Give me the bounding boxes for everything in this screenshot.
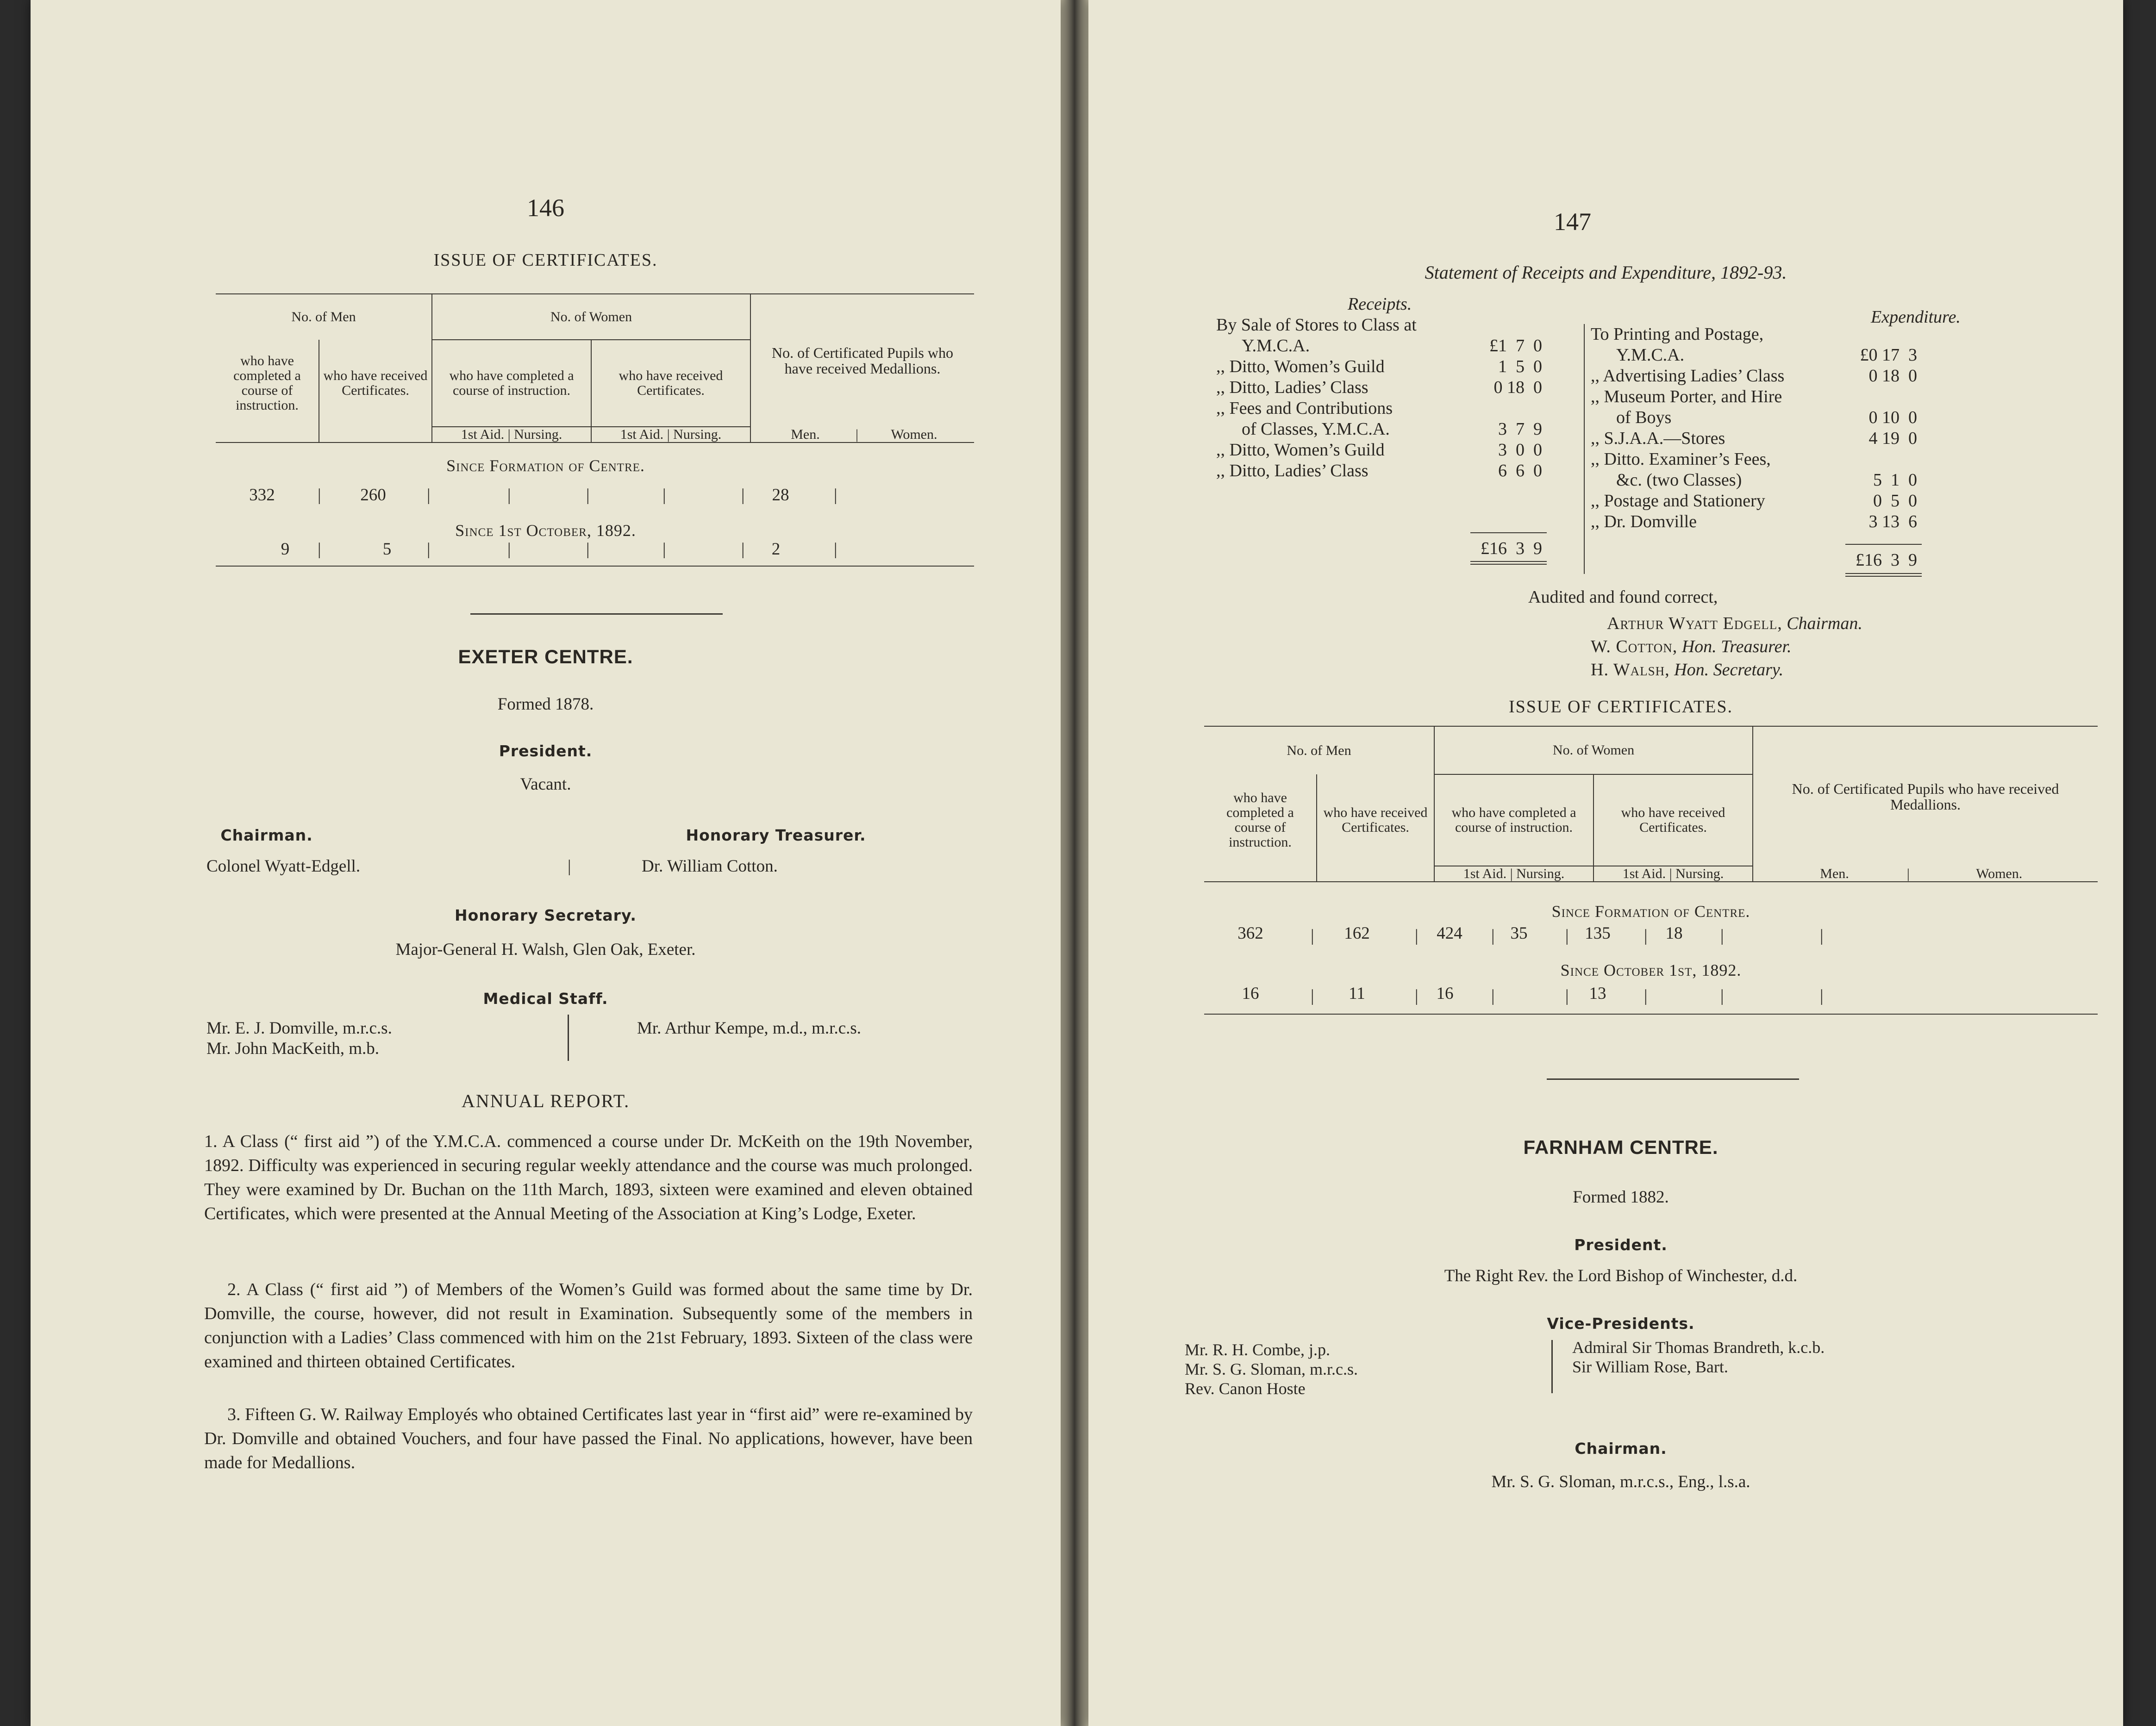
women-header: No. of Women <box>432 294 750 340</box>
account-line: ,, Postage and Stationery <box>1591 491 1765 511</box>
stat-cell: 9 <box>281 540 290 559</box>
men-header: No. of Men <box>1287 742 1351 758</box>
stat-cell: 16 <box>1242 984 1259 1003</box>
signature-line <box>1607 613 1862 634</box>
chairman-label: Chairman. <box>1575 1439 1667 1458</box>
first-aid-col: 1st Aid. <box>461 427 505 442</box>
total-rule <box>1470 561 1547 562</box>
staff-member: Mr. John MacKeith, m.b. <box>206 1039 380 1058</box>
account-line: of Boys <box>1616 408 1672 427</box>
account-divider <box>1584 324 1585 574</box>
stat-cell: 260 <box>360 486 386 505</box>
account-line: ,, S.J.A.A.—Stores <box>1591 429 1725 448</box>
total-rule <box>1845 573 1922 574</box>
women-received-header: who have received Certificates. <box>1594 774 1753 866</box>
vice-president: Sir William Rose, Bart. <box>1572 1358 1728 1376</box>
account-amount: 3 13 6 <box>1869 512 1917 531</box>
account-amount: 0 18 0 <box>1869 366 1917 386</box>
account-line: of Classes, Y.M.C.A. <box>1242 419 1390 439</box>
since-october-label: Since 1st October, 1892. <box>455 521 636 540</box>
men-col: Men. <box>791 426 820 442</box>
stat-cell: 28 <box>772 486 789 505</box>
men-completed-header: who have completed a course of instruction. <box>1226 790 1294 850</box>
signature-role: Chairman. <box>1787 614 1862 633</box>
nursing-col: Nursing. <box>1516 866 1565 881</box>
account-line: Y.M.C.A. <box>1242 336 1310 355</box>
account-amount: 0 10 0 <box>1869 408 1917 427</box>
total-rule <box>1470 532 1547 533</box>
chairman-label: Chairman. <box>220 826 313 844</box>
account-line: By Sale of Stores to Class at <box>1216 315 1417 335</box>
vice-president: Rev. Canon Hoste <box>1185 1379 1306 1398</box>
table-bottom-rule <box>1204 1014 2098 1015</box>
signature-name: Arthur Wyatt Edgell, <box>1607 614 1782 633</box>
women-completed-header: who have completed a course of instruction. <box>432 340 591 427</box>
expenditure-label: Expenditure. <box>1871 307 1961 327</box>
since-formation-label: Since Formation of Centre. <box>1551 902 1750 921</box>
stat-cell: 362 <box>1237 924 1263 943</box>
report-paragraph: 1. A Class (“ first aid ”) of the Y.M.C.A. commenced a course under Dr. McKeith on the 19th November, 1892. Difficulty was experienced in securing regular weekly attendance and the course was much prolonged. They were examined by Dr. Buchan on the 11th March, 1893, sixteen were examined and eleven obtained Certificates, which were presented at the Annual Meeting of the Association at King’s Lodge, Exeter. <box>204 1132 973 1223</box>
vice-president: Mr. S. G. Sloman, m.r.c.s. <box>1185 1360 1358 1378</box>
staff-member: Mr. E. J. Domville, m.r.c.s. <box>206 1019 392 1038</box>
account-line: ,, Ditto. Examiner’s Fees, <box>1591 449 1771 469</box>
account-amount: 3 7 9 <box>1498 419 1542 439</box>
centre-title: FARNHAM CENTRE. <box>1523 1136 1719 1158</box>
account-line: &c. (two Classes) <box>1616 470 1742 490</box>
signature-role: Hon. Secretary. <box>1674 660 1784 679</box>
chairman-name: Mr. S. G. Sloman, m.r.c.s., Eng., l.s.a. <box>1491 1472 1750 1491</box>
certificates-title: ISSUE OF CERTIFICATES. <box>1508 697 1733 717</box>
vice-presidents-label: Vice-Presidents. <box>1547 1315 1695 1333</box>
certificates-table: No. of Men No. of Women No. of Certificated Pupils who have received Medallions. who have completed a course of instruction. who have received Certificates. who have completed a course of instruction. who have received Certificates. 1st Aid. | Nursing. 1st Aid. | Nursing. Men. | Women. <box>1204 726 2098 882</box>
right-page: 147 Statement of Receipts and Expenditure, 1892-93. Receipts. Expenditure. By Sale of Stores to Class at Y.M.C.A. £1 7 0 ,, Ditto, Women’s Guild 1 5 0 ,, Ditto, Ladies’ Class 0 18 0 ,, Fees and Contributions of Classes, Y.M.C.A. 3 7 9 ,, Ditto, Women’s Guild 3 0 0 ,, Ditto, Ladies’ Class 6 6 0 £16 3 9 To Printing and Postage, Y.M.C.A. £0 17 3 ,, Advertising Ladies’ Class 0 18 0 ,, Museum Porter, and Hire of Boys 0 10 0 ,, S.J.A.A.—Stores 4 19 0 ,, Ditto. Examiner’s Fees, &c. (two Classes) 5 1 0 ,, Postage and Stationery 0 5 0 ,, Dr. Domville 3 13 6 £16 3 9 Audited and found correct, Arthur Wyatt Edgell, Chairman. W. Cotton, Hon. Treasurer. H. Walsh, Hon. Secretary. ISSUE OF CERTIFICATES. No. of Men No. of Women No. of Certificated Pupils who have received Medallions. who have completed a course of instruction. who have received Certificates. who have completed a course of instruction. who have received Certificates. 1st Aid. | Nursing. 1st Aid. | Nursing. Men. | Women. Since Formation of Centre. 362 | 162 | 424 | 35 | 135 | 18 | | Since October 1st, 1892. 16 | 11 | 16 | | 13 | | | FARNHAM CENTRE. Formed 1882. President. The Right Rev. the Lord Bishop of Winchester, d.d. Vice-Presidents. Mr. R. H. Combe, j.p. Mr. S. G. Sloman, m.r.c.s. Rev. Canon Hoste Admiral Sir Thomas Brandreth, k.c.b. Sir William Rose, Bart. Chairman. Mr. S. G. Sloman, m.r.c.s., Eng., l.s.a. <box>1088 0 2123 1726</box>
first-aid-col: 1st Aid. <box>1463 866 1507 881</box>
account-line: Y.M.C.A. <box>1616 345 1685 365</box>
men-col: Men. <box>1820 866 1849 881</box>
since-formation-label: Since Formation of Centre. <box>446 456 645 475</box>
women-col: Women. <box>891 426 937 442</box>
signature-line <box>1591 636 1792 657</box>
account-line: ,, Fees and Contributions <box>1216 399 1393 418</box>
total-rule <box>1470 564 1547 565</box>
chairman-name: Colonel Wyatt-Edgell. <box>206 857 361 876</box>
stat-cell: 18 <box>1665 924 1683 943</box>
receipts-total: £16 3 9 <box>1481 539 1542 558</box>
account-line: ,, Ditto, Women’s Guild <box>1216 357 1385 376</box>
account-line: ,, Advertising Ladies’ Class <box>1591 366 1785 386</box>
stat-cell: 13 <box>1589 984 1606 1003</box>
men-header: No. of Men <box>291 309 356 324</box>
president-label: President. <box>1574 1236 1668 1254</box>
certificates-title: ISSUE OF CERTIFICATES. <box>433 250 658 270</box>
formed-year: Formed 1878. <box>497 695 594 714</box>
since-october-label: Since October 1st, 1892. <box>1560 961 1742 979</box>
stat-cell: 332 <box>249 486 275 505</box>
medical-staff-label: Medical Staff. <box>483 990 608 1008</box>
treasurer-label: Honorary Treasurer. <box>686 826 866 844</box>
section-divider <box>470 613 723 615</box>
report-paragraph: 3. Fifteen G. W. Railway Employés who obtained Certificates last year in “first aid” were re-examined by Dr. Domville and obtained Vouchers, and four have passed the Final. No applications, however, have been made for Medallions. <box>204 1405 973 1472</box>
account-amount: £0 17 3 <box>1860 345 1917 365</box>
total-rule <box>1845 544 1922 545</box>
stat-cell: 35 <box>1510 924 1528 943</box>
column-divider <box>1551 1340 1553 1393</box>
stat-cell: 11 <box>1349 984 1365 1003</box>
signature-role: Hon. Treasurer. <box>1681 637 1792 656</box>
account-amount: 0 18 0 <box>1494 378 1542 397</box>
women-completed-header: who have completed a course of instruction. <box>1434 774 1594 866</box>
page-number: 146 <box>527 194 564 222</box>
account-line: To Printing and Postage, <box>1591 324 1764 344</box>
account-amount: 4 19 0 <box>1869 429 1917 448</box>
treasurer-name: Dr. William Cotton. <box>642 857 778 876</box>
report-paragraph: 2. A Class (“ first aid ”) of Members of the Women’s Guild was formed about the same time by Dr. Domville, the course, however, did not result in Examination. Subsequently some of the members in conjunction with a Ladies’ Class commenced with him on the 21st February, 1893. Sixteen of the class were examined and thirteen obtained Certificates. <box>204 1280 973 1371</box>
president-name: The Right Rev. the Lord Bishop of Winchester, d.d. <box>1444 1266 1798 1285</box>
section-divider <box>1547 1078 1799 1080</box>
formed-year: Formed 1882. <box>1573 1188 1669 1207</box>
stat-cell: 5 <box>382 540 392 559</box>
total-rule <box>1845 576 1922 577</box>
left-page: 146 ISSUE OF CERTIFICATES. No. of Men No. of Women No. of Certificated Pupils who have received Medallions. who have completed a course of instruction. who have received Certificates. who have completed a course of instruction. who have received Certificates. 1st Aid. | Nursing. 1st Aid. | Nursing. Men. | Women. Since Formation of Centre. 332 | 260 | | | | | 28 | Since 1st October, 1892. 9 | 5 | | | | | 2 | EXETER CENTRE. Formed 1878. President. Vacant. Chairman. Honorary Treasurer. Colonel Wyatt-Edgell. | Dr. William Cotton. Honorary Secretary. Major-General H. Walsh, Glen Oak, Exeter. Medical Staff. Mr. E. J. Domville, m.r.c.s. Mr. John MacKeith, m.b. Mr. Arthur Kempe, m.d., m.r.c.s. ANNUAL REPORT. 1. A Class (“ first aid ”) of the Y.M.C.A. commenced a course under Dr. McKeith on the 19th November, 1892. Difficulty was experienced in securing regular weekly attendance and the course was much prolonged. They were examined by Dr. Buchan on the 11th March, 1893, sixteen were examined and eleven obtained Certificates, which were presented at the Annual Meeting of the Association at King’s Lodge, Exeter. 2. A Class (“ first aid ”) of Members of the Women’s Guild was formed about the same time by Dr. Domville, the course, however, did not result in Examination. Subsequently some of the members in conjunction with a Ladies’ Class commenced with him on the 21st February, 1893. Sixteen of the class were examined and thirteen obtained Certificates. 3. Fifteen G. W. Railway Employés who obtained Certificates last year in “first aid” were re-examined by Dr. Domville and obtained Vouchers, and four have passed the Final. No applications, however, have been made for Medallions. <box>31 0 1061 1726</box>
nursing-col: Nursing. <box>514 427 562 442</box>
statement-title: Statement of Receipts and Expenditure, 1892-93. <box>1425 262 1787 283</box>
medallions-header: No. of Certificated Pupils who have received Medallions. <box>750 294 974 427</box>
table-bottom-rule <box>216 566 974 567</box>
book-gutter <box>1061 0 1088 1726</box>
staff-member: Mr. Arthur Kempe, m.d., m.r.c.s. <box>637 1019 862 1038</box>
account-line: ,, Museum Porter, and Hire <box>1591 387 1782 406</box>
vice-presidents-left <box>1185 1340 1358 1398</box>
vice-president: Mr. R. H. Combe, j.p. <box>1185 1340 1331 1359</box>
audited-statement: Audited and found correct, <box>1528 587 1718 607</box>
first-aid-col: 1st Aid. <box>1622 866 1666 881</box>
men-received-header: who have received Certificates. <box>1317 774 1434 866</box>
nursing-col: Nursing. <box>673 427 722 442</box>
account-amount: 6 6 0 <box>1498 461 1542 480</box>
account-line: ,, Ditto, Ladies’ Class <box>1216 461 1369 480</box>
men-completed-header: who have completed a course of instruction. <box>233 353 301 413</box>
secretary-label: Honorary Secretary. <box>455 906 637 924</box>
men-received-header: who have received Certificates. <box>319 340 432 427</box>
stat-cell: 16 <box>1436 984 1454 1003</box>
certificates-table: No. of Men No. of Women No. of Certificated Pupils who have received Medallions. who have completed a course of instruction. who have received Certificates. who have completed a course of instruction. who have received Certificates. 1st Aid. | Nursing. 1st Aid. | Nursing. Men. | Women. <box>216 293 974 443</box>
first-aid-col: 1st Aid. <box>620 427 664 442</box>
stat-cell: 162 <box>1344 924 1370 943</box>
nursing-col: Nursing. <box>1675 866 1724 881</box>
vice-presidents-right <box>1572 1338 1825 1377</box>
women-received-header: who have received Certificates. <box>591 340 750 427</box>
medical-staff-left <box>206 1018 392 1059</box>
account-amount: 0 5 0 <box>1873 491 1917 511</box>
signature-name: H. Walsh, <box>1591 660 1670 679</box>
account-amount: £1 7 0 <box>1489 336 1542 355</box>
page-number: 147 <box>1554 208 1591 236</box>
annual-report-title: ANNUAL REPORT. <box>461 1090 630 1111</box>
secretary-name: Major-General H. Walsh, Glen Oak, Exeter. <box>395 940 696 959</box>
centre-title: EXETER CENTRE. <box>458 646 633 667</box>
account-line: ,, Ditto, Ladies’ Class <box>1216 378 1369 397</box>
women-col: Women. <box>1976 866 2023 881</box>
stat-cell: 135 <box>1585 924 1611 943</box>
stat-cell: 2 <box>771 540 781 559</box>
signature-line <box>1591 660 1783 680</box>
expenditure-total: £16 3 9 <box>1856 550 1917 570</box>
account-amount: 5 1 0 <box>1873 470 1917 490</box>
vice-president: Admiral Sir Thomas Brandreth, k.c.b. <box>1572 1338 1825 1357</box>
account-amount: 3 0 0 <box>1498 440 1542 460</box>
column-divider <box>568 1015 569 1061</box>
women-header: No. of Women <box>1434 726 1753 774</box>
signature-name: W. Cotton, <box>1591 637 1678 656</box>
president-label: President. <box>499 742 593 760</box>
account-amount: 1 5 0 <box>1498 357 1542 376</box>
account-line: ,, Ditto, Women’s Guild <box>1216 440 1385 460</box>
receipts-label: Receipts. <box>1348 294 1412 314</box>
account-line: ,, Dr. Domville <box>1591 512 1697 531</box>
president-name: Vacant. <box>520 775 571 794</box>
medallions-header: No. of Certificated Pupils who have received Medallions. <box>1753 726 2098 866</box>
stat-cell: 424 <box>1437 924 1462 943</box>
